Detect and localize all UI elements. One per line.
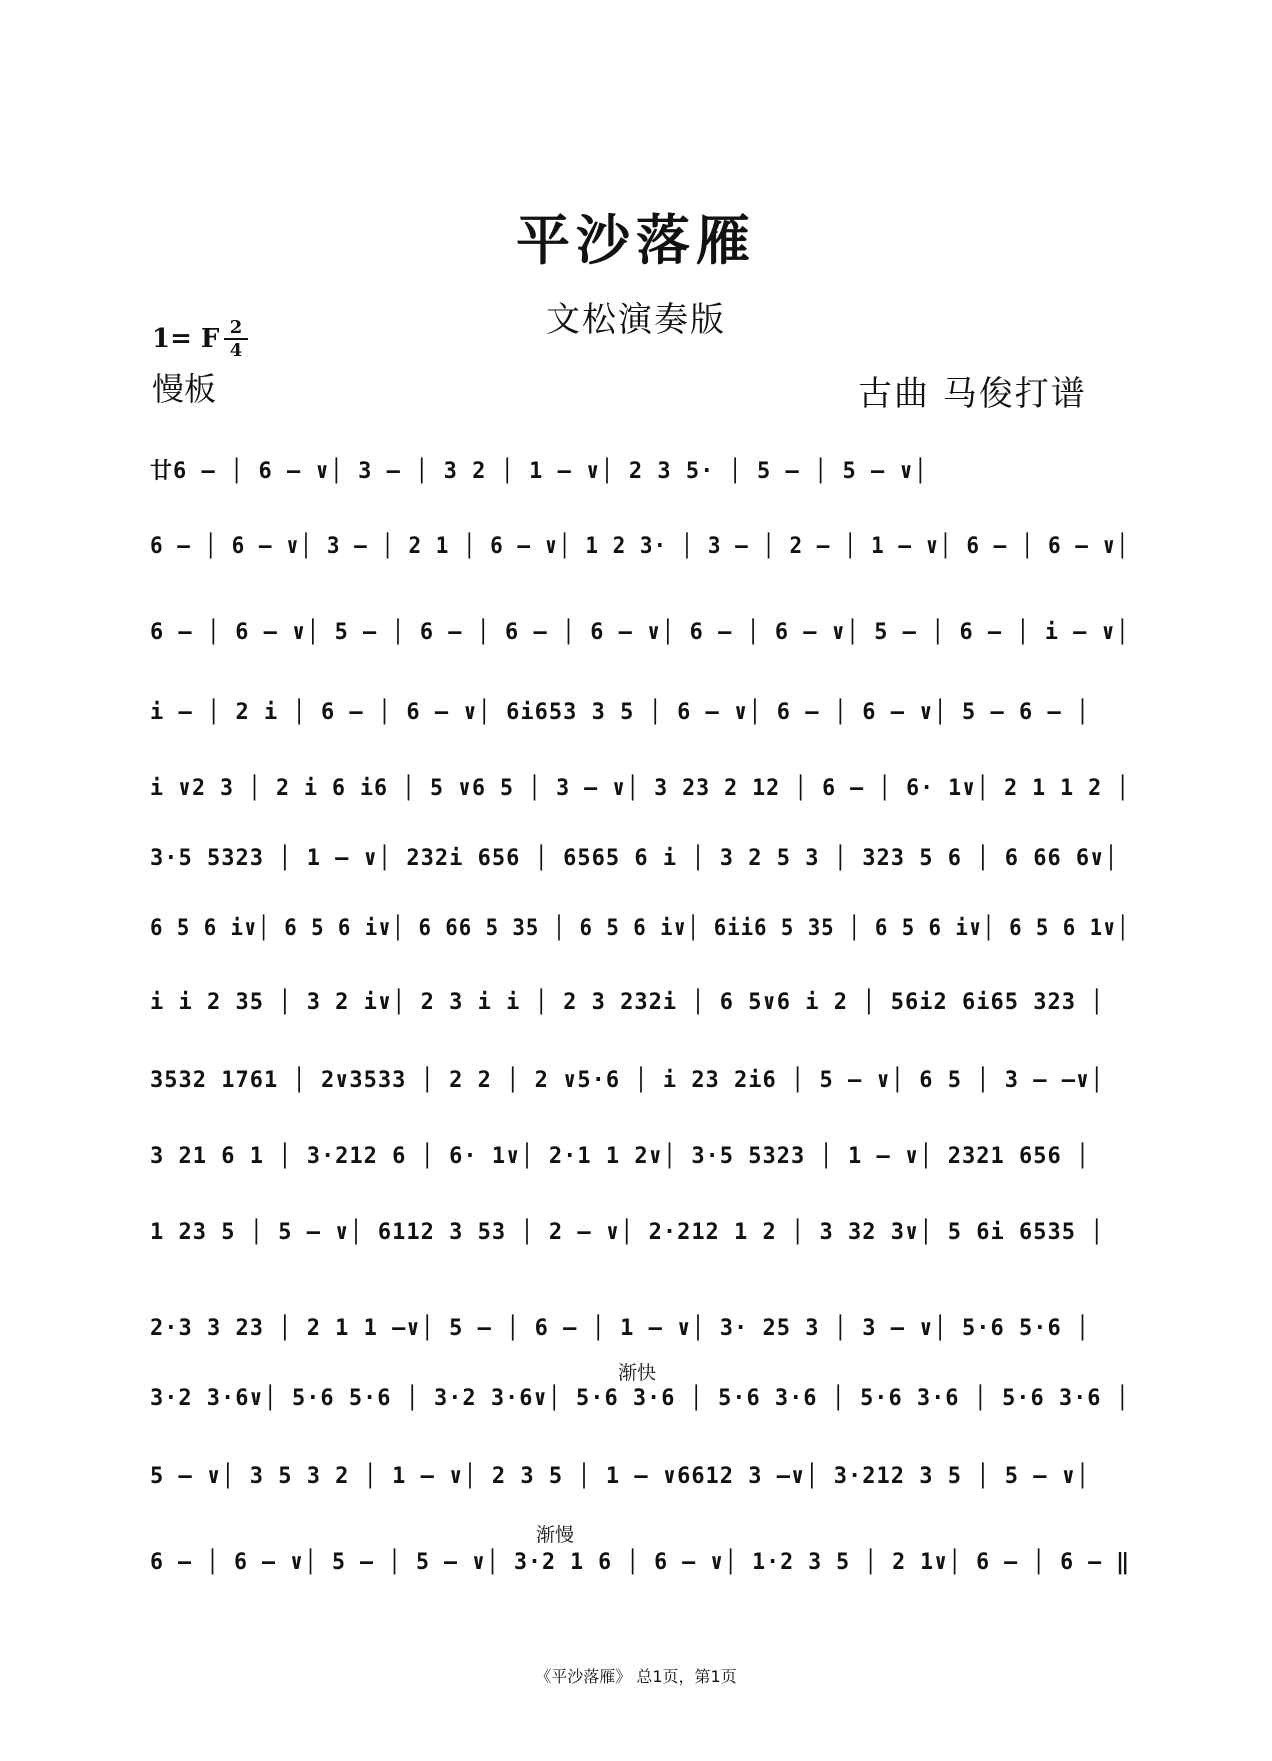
notation-line: 6 – │ 6 – ∨│ 3 – │ 2 1 │ 6 – ∨│ 1 2 3· │ 3 – │ 2 – │ 1 – ∨│ 6 – │ 6 – ∨│	[150, 534, 1130, 559]
notation-line: 3·2 3·6∨│ 5·6 5·6 │ 3·2 3·6∨│ 5·6 3·6 │ 5·6 3·6 │ 5·6 3·6 │ 5·6 3·6 │	[150, 1386, 1130, 1411]
accelerando-marking: 渐快	[618, 1362, 657, 1384]
staff-line	[148, 1196, 1134, 1268]
staff-line	[148, 892, 1134, 964]
notation-line: 6 – │ 6 – ∨│ 5 – │ 5 – ∨│ 3·2 1 6 │ 6 – ∨│ 1·2 3 5 │ 2 1∨│ 6 – │ 6 – ‖	[150, 1550, 1131, 1575]
ritardando-marking: 渐慢	[536, 1524, 575, 1546]
notation-line: i ∨2 3 │ 2 i 6 i6 │ 5 ∨6 5 │ 3 – ∨│ 3 23 2 12 │ 6 – │ 6· 1∨│ 2 1 1 2 │	[150, 776, 1131, 801]
staff-line	[148, 1044, 1134, 1116]
time-signature-top: 2	[229, 317, 243, 338]
composer-credit: 古曲 马俊打谱	[858, 374, 1087, 414]
score-title: 平沙落雁	[516, 209, 756, 272]
notation-line: 5 – ∨│ 3 5 3 2 │ 1 – ∨│ 2 3 5 │ 1 – ∨6612 3 –∨│ 3·212 3 5 │ 5 – ∨│	[150, 1464, 1091, 1489]
notation-line: 6 5 6 i∨│ 6 5 6 i∨│ 6 66 5 35 │ 6 5 6 i∨│ 6ii6 5 35 │ 6 5 6 i∨│ 6 5 6 1∨│	[150, 916, 1130, 941]
staff-line	[148, 966, 1134, 1038]
notation-line: 6 – │ 6 – ∨│ 5 – │ 6 – │ 6 – │ 6 – ∨│ 6 – │ 6 – ∨│ 5 – │ 6 – │ i – ∨│	[150, 620, 1130, 645]
time-signature-bottom: 4	[229, 340, 243, 361]
key-signature: 1= F	[152, 324, 220, 354]
notation-line: 2·3 3 23 │ 2 1 1 –∨│ 5 – │ 6 – │ 1 – ∨│ 3· 25 3 │ 3 – ∨│ 5·6 5·6 │	[150, 1316, 1091, 1341]
time-signature	[224, 318, 248, 360]
notation-line: i – │ 2 i │ 6 – │ 6 – ∨│ 6i653 3 5 │ 6 – ∨│ 6 – │ 6 – ∨│ 5 – 6 – │	[150, 700, 1091, 725]
staff-line	[148, 752, 1134, 824]
score-subtitle: 文松演奏版	[546, 300, 726, 340]
staff-line	[148, 430, 1134, 502]
notation-line: i i 2 35 │ 3 2 i∨│ 2 3 i i │ 2 3 232i │ 6 5∨6 i 2 │ 56i2 6i65 323 │	[150, 990, 1105, 1015]
page-footer: 《平沙落雁》 总1页，第1页	[535, 1667, 737, 1686]
staff-line	[148, 1120, 1134, 1192]
tempo-marking: 慢板	[152, 370, 217, 408]
staff-line	[148, 822, 1134, 894]
staff-line	[148, 1440, 1134, 1512]
notation-line: 3532 1761 │ 2∨3533 │ 2 2 │ 2 ∨5·6 │ i 23 2i6 │ 5 – ∨│ 6 5 │ 3 – –∨│	[150, 1068, 1105, 1093]
notation-line: 3·5 5323 │ 1 – ∨│ 232i 656 │ 6565 6 i │ 3 2 5 3 │ 323 5 6 │ 6 66 6∨│	[150, 846, 1119, 871]
staff-line	[148, 1292, 1134, 1364]
notation-line: 1 23 5 │ 5 – ∨│ 6112 3 53 │ 2 – ∨│ 2·212 1 2 │ 3 32 3∨│ 5 6i 6535 │	[150, 1220, 1105, 1245]
staff-line	[148, 676, 1134, 748]
staff-line	[148, 1526, 1134, 1598]
notation-line: 3 21 6 1 │ 3·212 6 │ 6· 1∨│ 2·1 1 2∨│ 3·5 5323 │ 1 – ∨│ 2321 656 │	[150, 1144, 1091, 1169]
staff-line	[148, 1362, 1134, 1434]
notation-line: 廿6 – │ 6 – ∨│ 3 – │ 3 2 │ 1 – ∨│ 2 3 5· │ 5 – │ 5 – ∨│	[150, 459, 928, 484]
staff-line	[148, 510, 1134, 582]
staff-line	[148, 596, 1134, 668]
